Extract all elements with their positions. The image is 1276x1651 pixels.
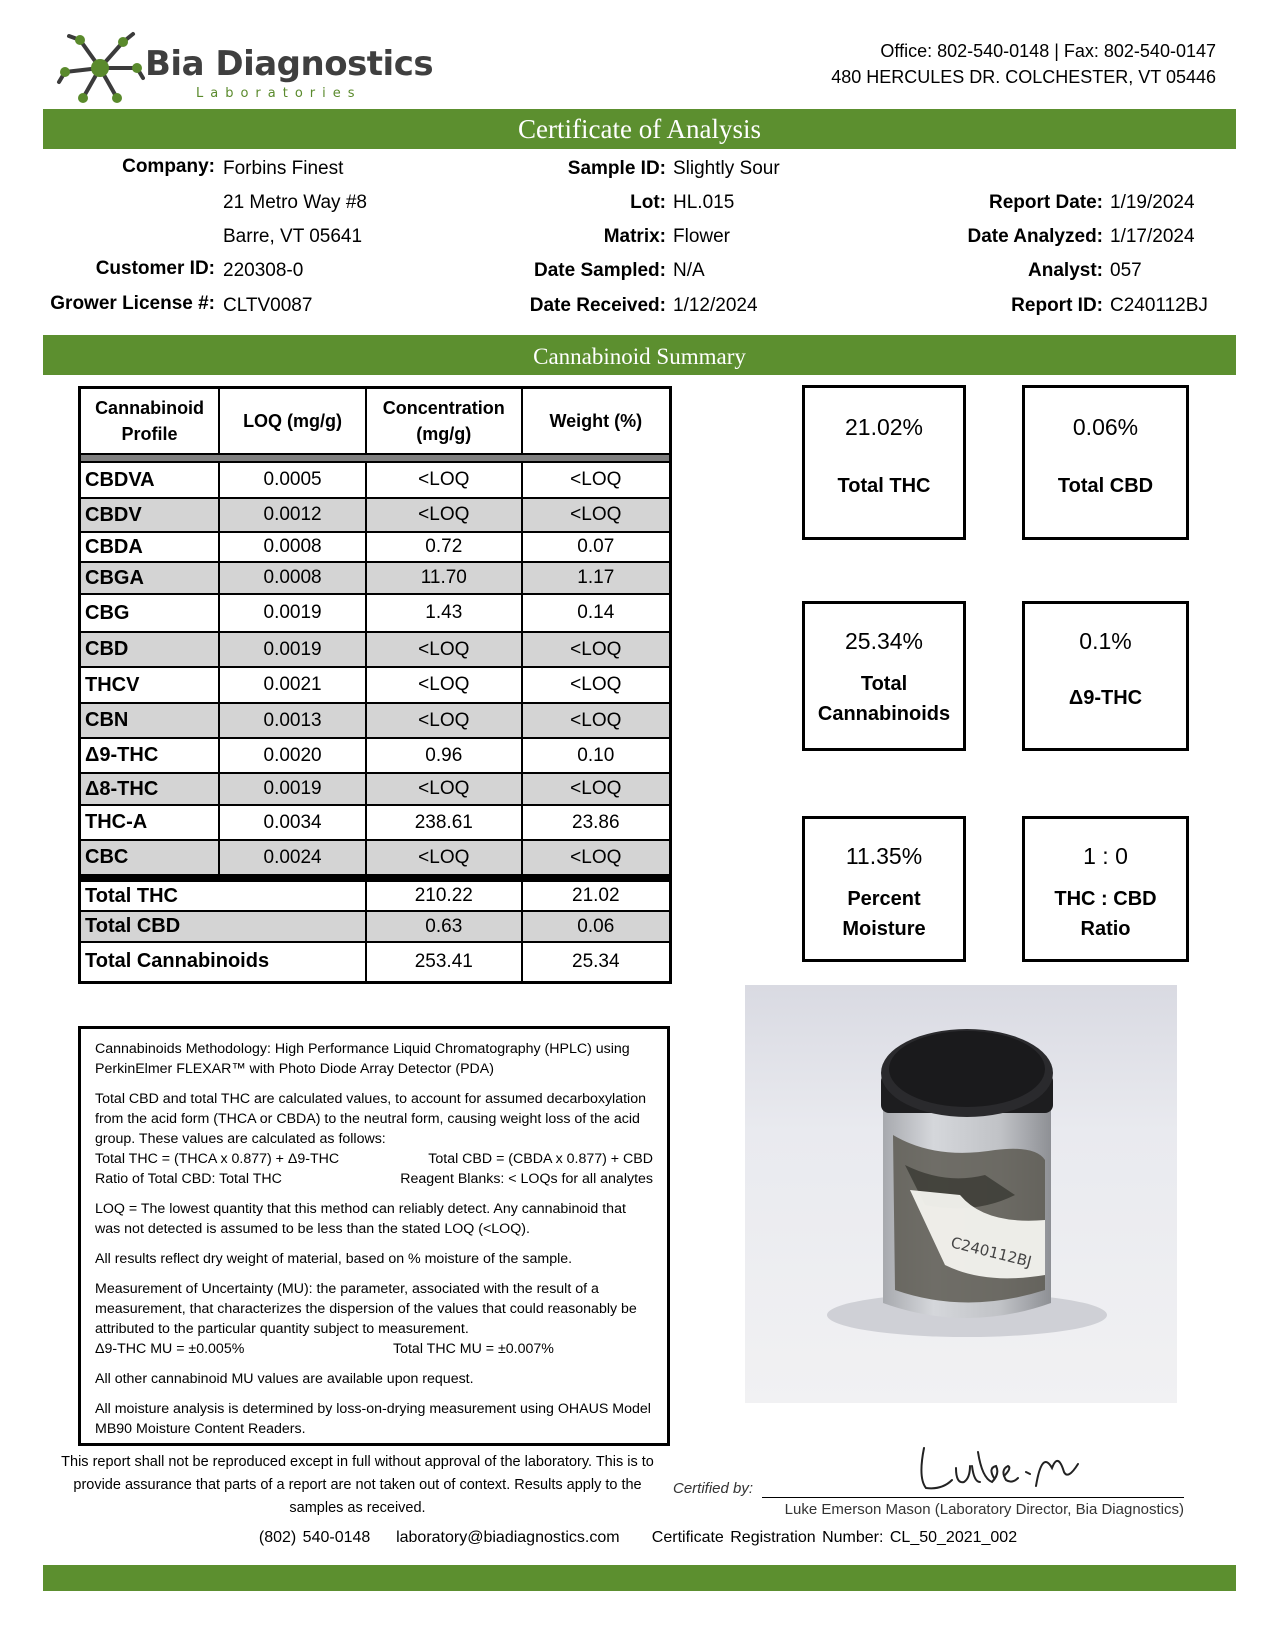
total-thc-box (802, 385, 966, 540)
moisture-label-2: Moisture (842, 918, 926, 940)
total-cannabinoids-box (802, 601, 966, 751)
total-row: Total THC 210.22 21.02 (80, 881, 671, 911)
ratio-label-2: Ratio (1080, 918, 1131, 940)
total-row: Total CBD 0.63 0.06 (80, 911, 671, 942)
footer-band (43, 1565, 1236, 1591)
mu-other-text: All other cannabinoid MU values are available upon request. (95, 1371, 474, 1387)
footer-phone: (802) 540-0148 (258, 1529, 371, 1546)
summary-section-title: Cannabinoid Summary (43, 335, 1236, 375)
lot-label: Lot: (630, 192, 666, 213)
address-line1: 21 Metro Way #8 (223, 192, 367, 213)
formula-thc: Total THC = (THCA x 0.877) + Δ9-THC (95, 1151, 340, 1167)
total-cannabinoids-label-1: Total (860, 673, 908, 695)
footer-email[interactable]: laboratory@biadiagnostics.com (396, 1529, 620, 1546)
date-sampled-label: Date Sampled: (534, 260, 666, 281)
date-analyzed-label: Date Analyzed: (967, 226, 1103, 247)
header-profile: Cannabinoid Profile (80, 388, 220, 455)
total-cbd-label: Total CBD (1057, 475, 1154, 497)
sample-jar-image (745, 985, 1177, 1403)
total-cbd-value: 0.06% (1072, 414, 1139, 440)
calculation-text: Total CBD and total THC are calculated values, to account for assumed decarboxylation from the acid form (THCA or CBDA) to the neutral form, causing weight loss of the acid group. These values are calculated as follows: (95, 1091, 646, 1147)
matrix-label: Matrix: (603, 226, 666, 247)
footer-contact (0, 1529, 1276, 1547)
total-thc-value: 21.02% (844, 414, 923, 440)
methodology-text: Cannabinoids Methodology: High Performance Liquid Chromatography (HPLC) using PerkinElmer FLEXAR™ with Photo Diode Array Detector (PDA) (95, 1041, 630, 1077)
header-concentration: Concentration (mg/g) (366, 388, 522, 455)
header-weight: Weight (%) (522, 388, 671, 455)
mu-values-row (95, 1339, 653, 1359)
report-id-value: C240112BJ (1110, 295, 1208, 316)
moisture-label-1: Percent (847, 888, 921, 910)
d9-thc-value: 0.1% (1079, 628, 1132, 654)
signature-line (762, 1497, 1184, 1498)
total-cbd-box (1022, 385, 1189, 540)
date-analyzed-value: 1/17/2024 (1110, 226, 1195, 247)
header-loq: LOQ (mg/g) (219, 388, 366, 455)
sample-photo (745, 985, 1177, 1403)
disclaimer-text: This report shall not be reproduced except in full without approval of the laboratory. This is to provide assurance that parts of a report are not taken out of context. Results apply to the samples as received. (61, 1454, 654, 1516)
contact-address: 480 HERCULES DR. COLCHESTER, VT 05446 (831, 67, 1216, 87)
signature (912, 1438, 1092, 1503)
d9-thc-box (1022, 601, 1189, 751)
mu-text: Measurement of Uncertainty (MU): the parameter, associated with the result of a measurement, that characterizes the dispersion of the values that could reasonably be attributed to the particular quantity subject to measurement. (95, 1281, 637, 1337)
matrix-value: Flower (673, 226, 731, 247)
company-label: Company: (122, 156, 215, 177)
ratio-value: 1 : 0 (1083, 843, 1128, 869)
loq-text: LOQ = The lowest quantity that this method can reliably detect. Any cannabinoid that was not detected is assumed to be less than the stated LOQ (<LOQ). (95, 1201, 626, 1237)
ratio-note: Ratio of Total CBD: Total THC (95, 1171, 282, 1187)
customer-id-label: Customer ID: (95, 258, 215, 279)
table-row: CBDVA 0.0005 <LOQ <LOQ (80, 462, 671, 498)
methodology-box (78, 1026, 670, 1446)
logo-subtitle: Laboratories (196, 86, 362, 101)
sample-id-label: Sample ID: (567, 158, 666, 179)
ratio-blanks-row (95, 1169, 653, 1189)
moisture-method-text: All moisture analysis is determined by loss-on-drying measurement using OHAUS Model MB90 Moisture Content Readers. (95, 1401, 651, 1437)
formula-cbd: Total CBD = (CBDA x 0.877) + CBD (428, 1151, 653, 1167)
logo-name: Bia Diagnostics (145, 44, 434, 84)
lot-value: HL.015 (673, 192, 735, 213)
molecule-logo-icon (55, 28, 145, 108)
date-sampled-value: N/A (673, 260, 705, 281)
ratio-label-1: THC : CBD (1054, 888, 1157, 910)
table-row: CBN 0.0013 <LOQ <LOQ (80, 703, 671, 738)
table-row: CBGA 0.0008 11.70 1.17 (80, 562, 671, 594)
company-value: Forbins Finest (223, 158, 344, 179)
table-row: THCV 0.0021 <LOQ <LOQ (80, 667, 671, 703)
date-received-value: 1/12/2024 (673, 295, 758, 316)
analyst-value: 057 (1110, 260, 1142, 281)
total-row: Total Cannabinoids 253.41 25.34 (80, 942, 671, 982)
grower-license-value: CLTV0087 (223, 295, 313, 316)
analyst-label: Analyst: (1028, 260, 1103, 281)
table-row: THC-A 0.0034 238.61 23.86 (80, 805, 671, 840)
sample-id-value: Slightly Sour (673, 158, 780, 179)
report-id-label: Report ID: (1011, 295, 1103, 316)
table-row: Δ8-THC 0.0019 <LOQ <LOQ (80, 773, 671, 805)
moisture-value: 11.35% (845, 843, 923, 869)
table-row: CBC 0.0024 <LOQ <LOQ (80, 840, 671, 875)
certified-by-label: Certified by: (673, 1480, 754, 1497)
header-separator (80, 454, 671, 462)
mu-total-thc: Total THC MU = ±0.007% (393, 1341, 554, 1357)
table-row: CBDV 0.0012 <LOQ <LOQ (80, 498, 671, 532)
report-date-label: Report Date: (988, 192, 1103, 213)
moisture-box (802, 816, 966, 962)
blanks-note: Reagent Blanks: < LOQs for all analytes (400, 1171, 653, 1187)
table-row: CBG 0.0019 1.43 0.14 (80, 594, 671, 632)
ratio-box (1022, 816, 1189, 962)
cannabinoid-table (78, 386, 672, 984)
signatory-name: Luke Emerson Mason (Laboratory Director, Bia Diagnostics) (784, 1501, 1184, 1518)
d9-thc-label: Δ9-THC (1068, 687, 1143, 709)
total-cannabinoids-value: 25.34% (844, 628, 923, 654)
signature-image (912, 1438, 1092, 1498)
customer-id-value: 220308-0 (223, 260, 304, 281)
table-row: CBD 0.0019 <LOQ <LOQ (80, 632, 671, 667)
total-thc-label: Total THC (837, 475, 931, 497)
table-row: CBDA 0.0008 0.72 0.07 (80, 532, 671, 562)
address-line2: Barre, VT 05641 (223, 226, 363, 247)
jar-label-text: C240112BJ (949, 1233, 1034, 1271)
page-title: Certificate of Analysis (43, 109, 1236, 149)
report-date-value: 1/19/2024 (1110, 192, 1195, 213)
grower-license-label: Grower License #: (50, 293, 215, 314)
contact-phone-fax: Office: 802-540-0148 | Fax: 802-540-0147 (880, 41, 1216, 61)
table-row: Δ9-THC 0.0020 0.96 0.10 (80, 738, 671, 773)
footer-registration: Certificate Registration Number: CL_50_2021_002 (651, 1529, 1018, 1546)
contact-block (831, 38, 1216, 90)
signature-text: Luke E. M (912, 1438, 917, 1439)
mu-d9-thc: Δ9-THC MU = ±0.005% (95, 1341, 245, 1357)
date-received-label: Date Received: (529, 295, 666, 316)
dry-weight-text: All results reflect dry weight of material, based on % moisture of the sample. (95, 1251, 573, 1267)
total-cannabinoids-label-2: Cannabinoids (817, 703, 951, 725)
formula-row (95, 1149, 653, 1169)
